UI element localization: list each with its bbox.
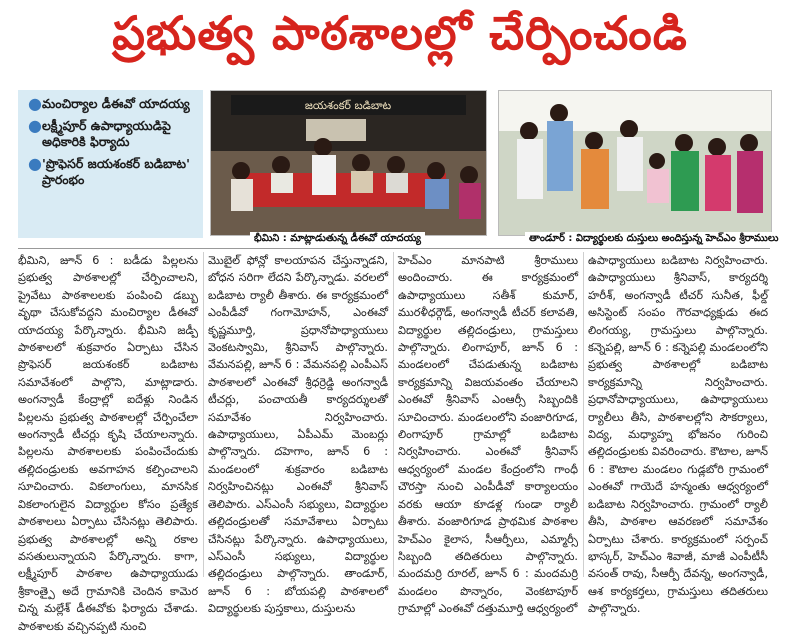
highlight-text: 'ప్రొఫెసర్ జయశంకర్ బడిబాట' ప్రారంభం — [42, 156, 190, 187]
highlight-item — [26, 118, 195, 150]
article-text: హెచ్ఎం మానపాటి శ్రీరాములు అందించారు. ఈ కార్యక్రమంలో ఉపాధ్యాయులు సతీశ్ కుమార్, మురళీధర్గౌడ్, అంగన్వాడీ టీచర్ కలావతి, విద్యార్థుల తల్లిదండ్రులు, గ్రామస్తులు పాల్గొన్నారు. లింగాపూర్, జూన్ 6 : మండలంలో చేపడుతున్న బడిబాట కార్యక్రమాన్ని విజయవంతం చేయాలని ఎంఈవో శ్రీనివాస్ ఎంఆర్సీ సిబ్బందికి సూచించారు. మండలంలోని వంజారిగూడ, లింగాపూర్ గ్రామాల్లో బడిబాట నిర్వహించారు. ఎంఈవో శ్రీనివాస్ ఆధ్వర్యంలో మండల కేంద్రంలోని గాంధీ చౌరస్తా నుంచి ఎంపీడీవో కార్యాలయం వరకు ఆయా కూడళ్ల గుండా ర్యాలీ తీశారు. వంజారిగూడ ప్రాథమిక పాఠశాల హెచ్ఎం కైలాస, సీఆర్పీలు, ఎమ్మార్సీ సిబ్బంది తదితరులు పాల్గొన్నారు. మందమర్రి రూరల్, జూన్ 6 : మందమర్రి మండలం పొన్నారం, వెంకటాపూర్ గ్రామాల్లో ఎంఈవో దత్తుమూర్తి ఆధ్వర్యంలో — [398, 254, 578, 616]
section-divider — [18, 248, 770, 249]
article-text: ఉపాధ్యాయులు బడిబాట నిర్వహించారు. ఉపాధ్యాయులు శ్రీనివాస్, కార్యదర్శి హరీశ్, అంగన్వాడీ టీచర్ సునీత, ఫీల్డ్ అసిస్టెంట్ సంపం గౌరవాధ్యక్షుడు ఈద లింగయ్య, గ్రామస్తులు పాల్గొన్నారు. కన్నెపల్లి, జూన్ 6 : కన్నెపల్లి మండలంలోని ప్రభుత్వ పాఠశాలల్లో బడిబాట కార్యక్రమాన్ని నిర్వహించారు. ప్రధానోపాధ్యాయులు, ఉపాధ్యాయులు ర్యాలీలు తీసి, పాఠశాలల్లోని సౌకర్యాలు, విద్య, మధ్యాహ్న భోజనం గురించి తల్లిదండ్రులకు వివరించారు. కౌటాల, జూన్ 6 : కౌటాల మండలం గుడ్లబోరి గ్రామంలో ఎంఈవో గాయెదే హన్మంతు ఆధ్వర్యంలో బడిబాట నిర్వహించారు. గ్రామంలో ర్యాలీ తీసి, పాఠశాల ఆవరణలో సమావేశం ఏర్పాటు చేశారు. కార్యక్రమంలో సర్పంచ్ భాస్కర్, హెచ్ఎం శివాజీ, మాజీ ఎంపీటీసీ వసంత్ రావు, సీఆర్పీ దేవన్న, అంగన్వాడీ, ఆశ కార్యకర్తలు, గ్రామస్తులు తదితరులు పాల్గొన్నారు. — [588, 254, 768, 616]
bullet-icon: ● — [28, 94, 42, 113]
article-text: భీమిని, జూన్ 6 : బడీడు పిల్లలను ప్రభుత్వ పాఠశాలల్లో చేర్పించాలని, ప్రైవేటు పాఠశాలలకు పంపించి డబ్బు వృథా చేసుకోవద్దని మంచిర్యాల డీఈవో యాదయ్య పేర్కొన్నారు. భీమిని జడ్పీ పాఠశాలలో శుక్రవారం ఏర్పాటు చేసిన ప్రొఫెసర్ జయశంకర్ బడిబాట సమావేశంలో పాల్గొని, మాట్లాడారు. అంగన్వాడీ కేంద్రాల్లో ఐదేళ్లు నిండిన పిల్లలను ప్రభుత్వ పాఠశాలల్లో చేర్పించేలా అంగన్వాడీ టీచర్లు కృషి చేయాలన్నారు. పిల్లలను పాఠశాలలకు పంపించేందుకు తల్లిదండ్రులకు అవగాహన కల్పించాలని సూచించారు. వికలాంగులు, మానసిక వికలాంగులైన విద్యార్థుల కోసం ప్రత్యేక పాఠశాలలు ఏర్పాటు చేసినట్లు తెలిపారు. ప్రభుత్వ పాఠశాలల్లో అన్ని రకాల వసతులున్నాయని పేర్కొన్నారు. కాగా, లక్ష్మీపూర్ పాఠశాల ఉపాధ్యాయుడు శ్రీకాంత్పై అదే గ్రామానికి చెందిన కామెర చిన్న మల్లేశ్ డీఈవోకు ఫిర్యాదు చేశాడు. పాఠశాలకు వచ్చినప్పటి నుంచి — [18, 254, 198, 633]
article-text: మొబైల్ ఫోన్లో కాలయాపన చేస్తున్నాడని, బోధన సరిగా లేదని పేర్కొన్నాడు. వరలలో బడిబాట ర్యాలీ తీశారు. ఈ కార్యక్రమంలో ఎంపీడీవో గంగామోహన్, ఎంఈవో కృష్ణమూర్తి, ప్రధానోపాధ్యాయులు వెంకటస్వామి, శ్రీనివాస్ పాల్గొన్నారు. వేమనపల్లి, జూన్ 6 : వేమనపల్లి ఎంపీఎస్ పాఠశాలలో ఎంఈవో శ్రీధర్రెడ్డి అంగన్వాడీ టీచర్లు, పంచాయతీ కార్యదర్శులతో సమావేశం నిర్వహించారు. ఉపాధ్యాయులు, ఏపీఎమ్ మెంబర్లు పాల్గొన్నారు. దహెగాం, జూన్ 6 : మండలంలో శుక్రవారం బడిబాట నిర్వహించినట్లు ఎంఈవో శ్రీనివాస్ తెలిపారు. ఎస్ఎంసీ సభ్యులు, విద్యార్థుల తల్లిదండ్రులతో సమావేశాలు ఏర్పాటు చేసినట్లు పేర్కొన్నారు. ఉపాధ్యాయులు, ఎస్ఎంసీ సభ్యులు, విద్యార్థుల తల్లిదండ్రులు పాల్గొన్నారు. తాండూర్, జూన్ 6 : బోయపల్లి పాఠశాలలో విద్యార్థులకు పుస్తకాలు, దుస్తులను — [208, 254, 388, 616]
column-divider — [203, 252, 204, 577]
article-column-2 — [208, 252, 388, 618]
caption-left-photo: భీమిని : మాట్లాడుతున్న డీఈవో యాదయ్య — [250, 232, 425, 246]
bullet-icon: ● — [28, 116, 42, 135]
column-divider — [583, 252, 584, 577]
column-divider — [393, 252, 394, 577]
photo-distribution — [498, 90, 772, 236]
article-column-3 — [398, 252, 578, 618]
article-column-1 — [18, 252, 198, 635]
banner-text: జయశంకర్ బడిబాట — [304, 99, 392, 112]
photo-meeting — [210, 90, 487, 236]
headline: ప్రభుత్వ పాఠశాలల్లో చేర్పించండి — [112, 6, 688, 60]
highlight-item — [26, 156, 195, 188]
caption-right-photo: తాండూర్ : విద్యార్థులకు దుస్తులు అందిస్తున్న హెచ్ఎం శ్రీరాములు — [525, 232, 782, 246]
highlight-text: మంచిర్యాల డీఈవో యాదయ్య — [42, 96, 190, 111]
highlight-text: లక్ష్మీపూర్ ఉపాధ్యాయుడిపై అధికారికి ఫిర్యాదు — [42, 118, 171, 149]
highlight-item — [26, 96, 195, 112]
article-column-4 — [588, 252, 768, 618]
highlights-box — [18, 90, 203, 238]
bullet-icon: ● — [28, 154, 42, 173]
